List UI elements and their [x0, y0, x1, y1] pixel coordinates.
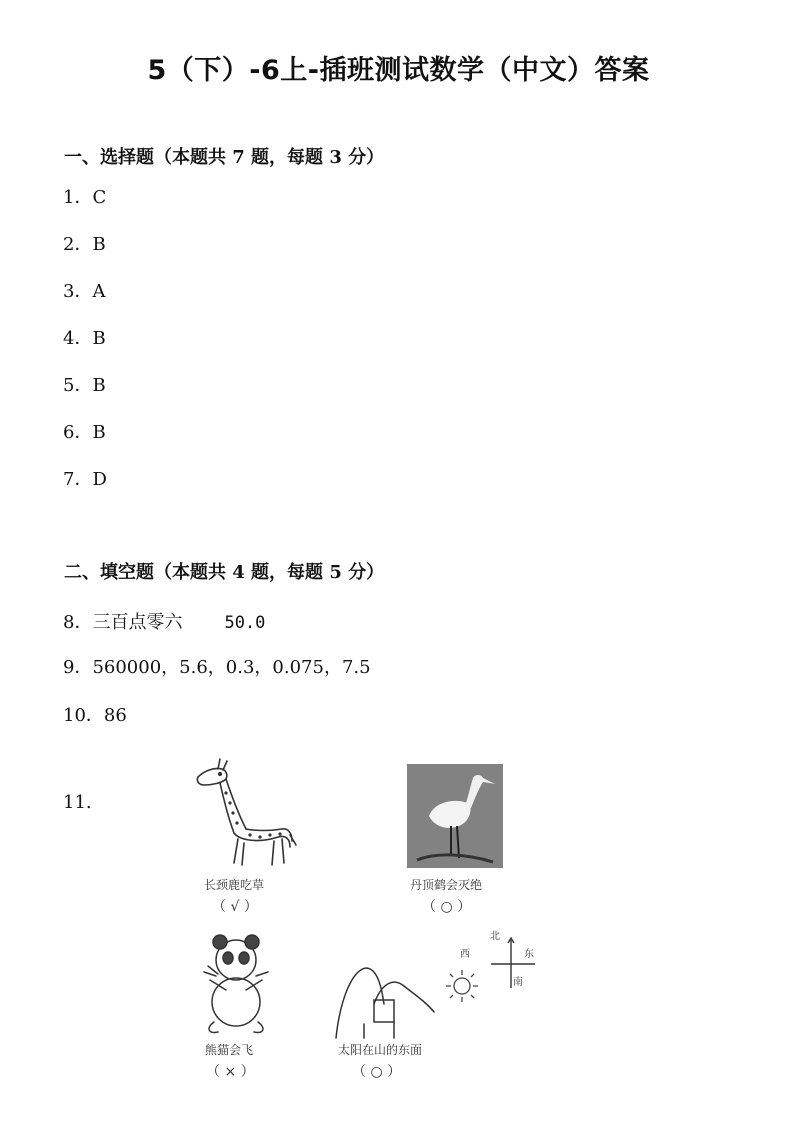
- answer-8: [63, 608, 265, 634]
- section-1-heading: 一、选择题（本题共 7 题，每题 3 分）: [64, 147, 385, 168]
- answer-10: 10．86: [63, 705, 127, 726]
- compass-icon: [477, 934, 547, 990]
- panda-caption: 熊猫会飞: [205, 1043, 254, 1057]
- crane-caption: 丹顶鹤会灭绝: [410, 878, 483, 892]
- answer-8-value: 50.0: [224, 613, 266, 633]
- crane-photo: [407, 764, 503, 868]
- answer-1: 1．C: [63, 187, 107, 208]
- answer-6: 6．B: [63, 422, 106, 443]
- compass-north: 北: [490, 931, 500, 942]
- answer-3: 3．A: [63, 281, 106, 302]
- mountain-illustration: [334, 960, 446, 1040]
- sun-caption: 太阳在山的东面: [338, 1043, 423, 1057]
- compass-west: 西: [460, 949, 470, 960]
- section-2-heading: 二、填空题（本题共 4 题，每题 5 分）: [64, 562, 385, 583]
- giraffe-mark: （ √ ）: [212, 899, 258, 915]
- giraffe-caption: 长颈鹿吃草: [204, 878, 265, 892]
- answer-2: 2．B: [63, 234, 106, 255]
- panda-mark: （ × ）: [206, 1064, 255, 1080]
- giraffe-illustration: [190, 755, 300, 870]
- sun-icon: [444, 968, 480, 1004]
- compass-east: 东: [524, 949, 534, 960]
- crane-mark: （ ○ ）: [422, 899, 472, 915]
- answer-9: 9．560000，5.6，0.3，0.075，7.5: [63, 657, 371, 678]
- sun-mark: （ ○ ）: [352, 1064, 402, 1080]
- answer-11-label: 11.: [63, 792, 92, 813]
- panda-illustration: [196, 930, 276, 1035]
- answer-8-text: 8．三百点零六: [63, 612, 183, 633]
- page-title: 5（下）-6上-插班测试数学（中文）答案: [147, 55, 650, 86]
- answer-5: 5．B: [63, 375, 106, 396]
- answer-7: 7．D: [63, 469, 107, 490]
- answer-4: 4．B: [63, 328, 106, 349]
- compass-south: 南: [513, 977, 523, 988]
